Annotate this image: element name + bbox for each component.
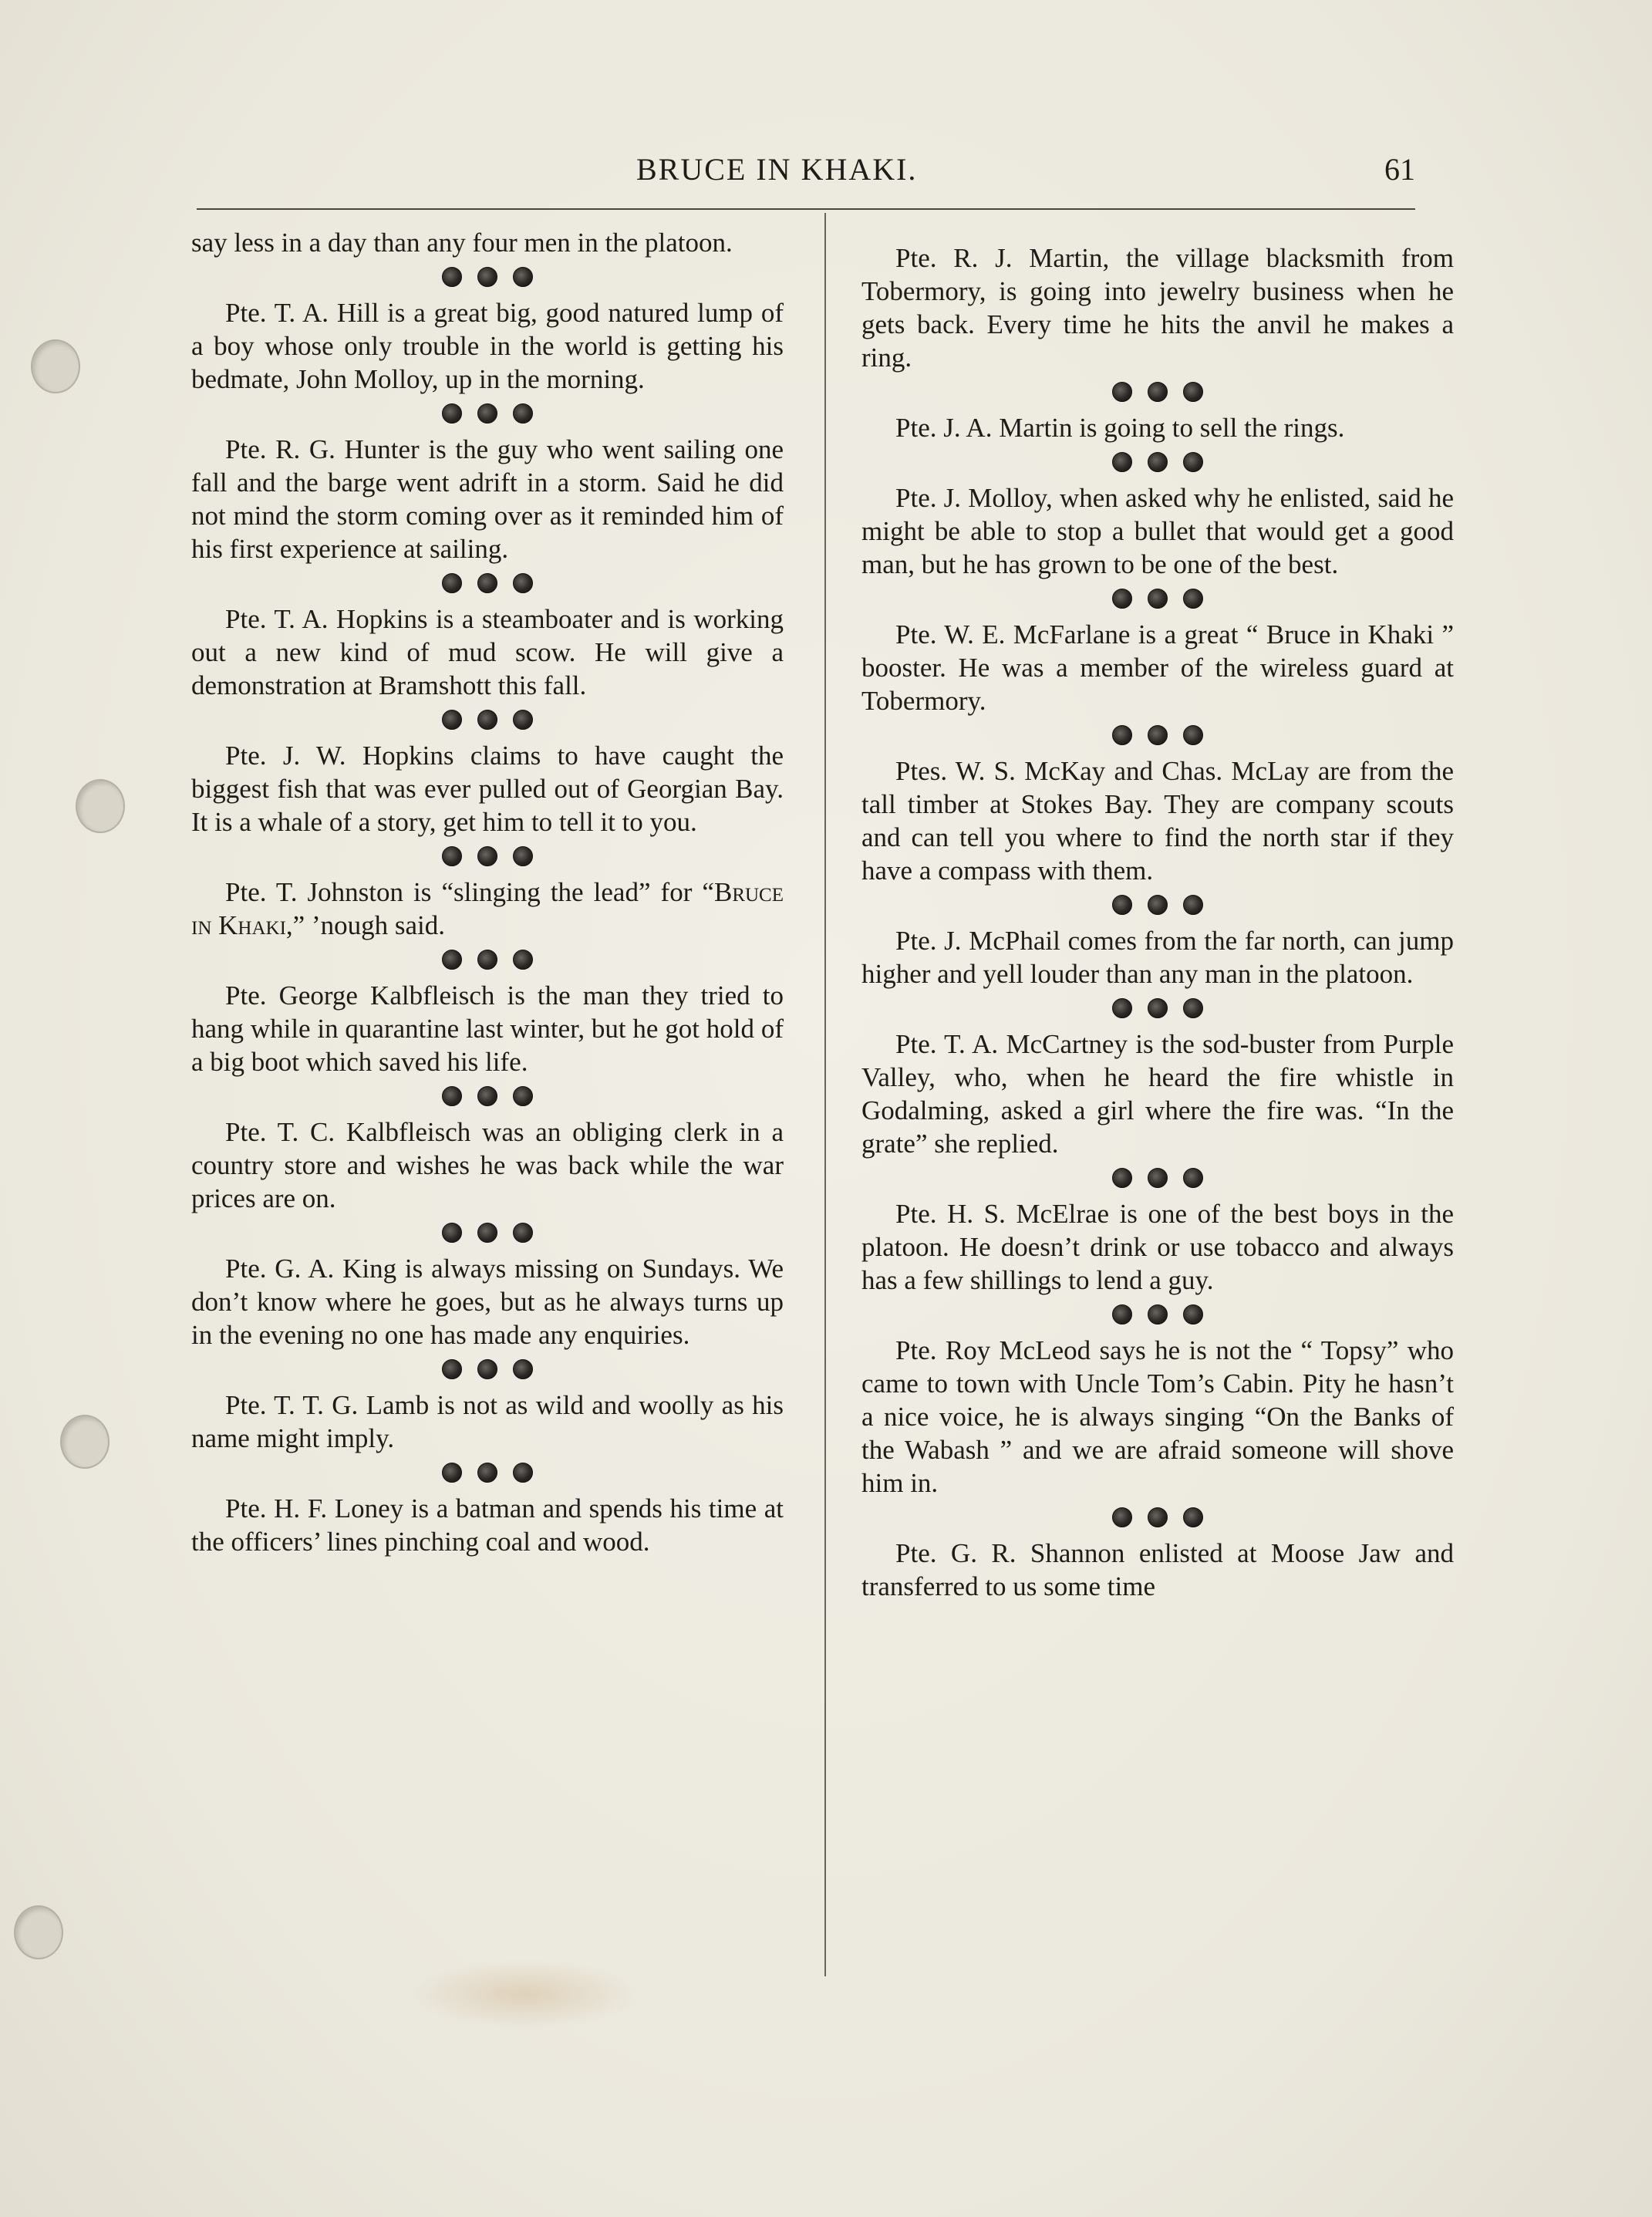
punch-hole	[31, 339, 80, 393]
paragraph: Pte. T. T. G. Lamb is not as wild and woolly as his name might imply.	[191, 1390, 784, 1453]
paragraph: Pte. T. A. Hopkins is a steamboater and is working out a new kind of mud scow. He will give a demonstration at Bramshott this fall.	[191, 604, 784, 700]
paragraph: Pte. J. A. Martin is going to sell the rings.	[895, 413, 1345, 443]
separator-dots	[861, 582, 1454, 615]
separator-dots	[191, 1456, 784, 1489]
paragraph: Pte. G. A. King is always missing on Sundays. We don’t know where he goes, but as he always turns up in the evening no one has made any enquiries.	[191, 1254, 784, 1350]
paragraph: Pte. R. G. Hunter is the guy who went sailing one fall and the barge went adrift in a storm. Said he did not mind the storm coming over as it reminded him of his first experience at sailing.	[191, 434, 784, 564]
header-rule	[197, 208, 1415, 210]
separator-dots	[191, 943, 784, 976]
separator-dots	[191, 397, 784, 430]
paragraph: say less in a day than any four men in the platoon.	[191, 228, 733, 258]
separator-dots	[861, 376, 1454, 408]
separator-dots	[191, 840, 784, 872]
separator-dots	[861, 719, 1454, 751]
paragraph: Pte. H. F. Loney is a batman and spends his time at the officers’ lines pinching coal and wood.	[191, 1493, 784, 1557]
paragraph: Pte. J. McPhail comes from the far north, can jump higher and yell louder than any man in the platoon.	[861, 926, 1454, 989]
paragraph: Pte. J. W. Hopkins claims to have caught the biggest fish that was ever pulled out of Georgian Bay. It is a whale of a story, get him to tell it to you.	[191, 741, 784, 837]
punch-hole	[60, 1415, 110, 1469]
column-divider	[824, 213, 826, 1976]
paragraph: Pte. T. A. Hill is a great big, good natured lump of a boy whose only trouble in the world is getting his bedmate, John Molloy, up in the morning.	[191, 298, 784, 394]
separator-dots	[861, 992, 1454, 1024]
separator-dots	[191, 1216, 784, 1249]
text-run: ,” ’nough said.	[285, 910, 445, 940]
paragraph: Pte. W. E. McFarlane is a great “ Bruce in Khaki ” booster. He was a member of the wireless guard at Tobermory.	[861, 619, 1454, 716]
paper-stain	[409, 1959, 640, 2029]
paragraph: Pte. T. C. Kalbfleisch was an obliging clerk in a country store and wishes he was back while the war prices are on.	[191, 1117, 784, 1213]
separator-dots	[191, 567, 784, 599]
separator-dots	[861, 889, 1454, 921]
text-run: Pte. T. Johnston is “slinging the lead” for “	[225, 877, 714, 907]
separator-dots	[861, 1162, 1454, 1194]
punch-hole	[14, 1905, 63, 1959]
paragraph: Pte. Roy McLeod says he is not the “ Topsy” who came to town with Uncle Tom’s Cabin. Pity he hasn’t a nice voice, he is always singing “On the Banks of the Wabash ” and we are afraid someone will shove him in.	[861, 1335, 1454, 1498]
running-title: BRUCE IN KHAKI.	[636, 152, 918, 187]
book-title: Bruce in Khaki	[191, 877, 784, 940]
separator-dots	[191, 704, 784, 736]
page-header	[197, 151, 1415, 197]
paragraph: Pte. T. A. McCartney is the sod-buster from Purple Valley, who, when he heard the fire whistle in Godalming, asked a girl where the fire was. “In the grate” she replied.	[861, 1029, 1454, 1159]
separator-dots	[861, 1298, 1454, 1331]
paragraph	[191, 876, 784, 942]
punch-hole	[76, 779, 125, 833]
separator-dots	[861, 446, 1454, 478]
separator-dots	[191, 261, 784, 293]
paragraph: Pte. H. S. McElrae is one of the best boys in the platoon. He doesn’t drink or use tobacco and always has a few shillings to lend a guy.	[861, 1199, 1454, 1295]
paragraph: Pte. J. Molloy, when asked why he enlisted, said he might be able to stop a bullet that would get a good man, but he has grown to be one of the best.	[861, 483, 1454, 579]
left-column	[191, 226, 784, 1558]
separator-dots	[191, 1080, 784, 1112]
separator-dots	[861, 1501, 1454, 1534]
paragraph: Ptes. W. S. McKay and Chas. McLay are from the tall timber at Stokes Bay. They are company scouts and can tell you where to find the north star if they have a compass with them.	[861, 756, 1454, 886]
paragraph: Pte. R. J. Martin, the village blacksmith from Tobermory, is going into jewelry business when he gets back. Every time he hits the anvil he makes a ring.	[861, 243, 1454, 373]
paragraph: Pte. George Kalbfleisch is the man they tried to hang while in quarantine last winter, but he got hold of a big boot which saved his life.	[191, 980, 784, 1077]
right-column	[861, 241, 1454, 1603]
paragraph: Pte. G. R. Shannon enlisted at Moose Jaw and transferred to us some time	[861, 1538, 1454, 1601]
page-number: 61	[1384, 152, 1415, 187]
separator-dots	[191, 1353, 784, 1385]
